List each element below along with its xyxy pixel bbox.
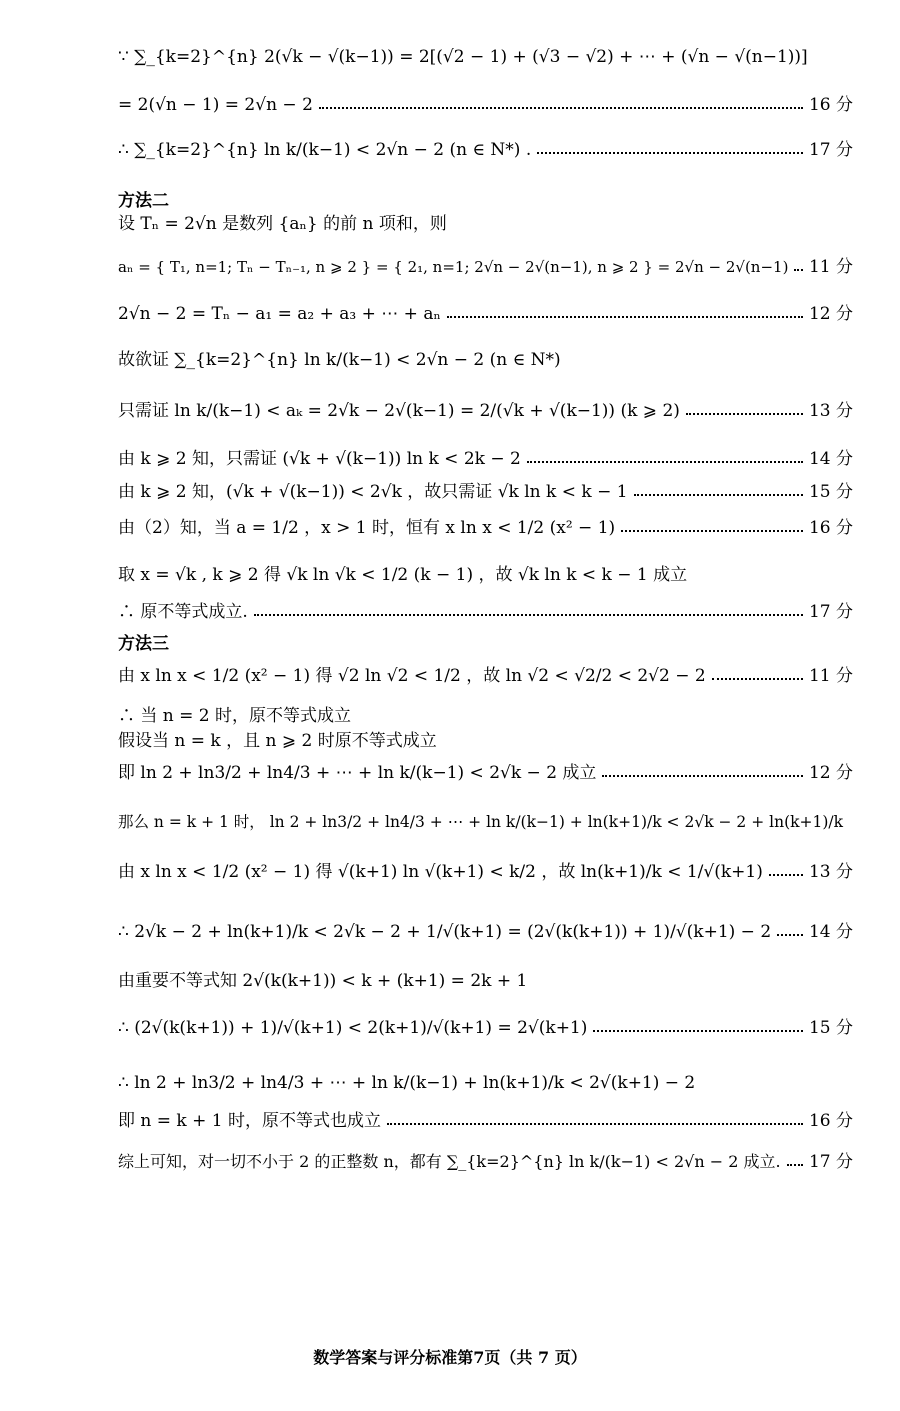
proof-line (118, 299, 853, 329)
math-expression: 由（2）知，当 a = 1/2 ，x > 1 时，恒有 x ln x < 1/2 (x² − 1) (118, 517, 616, 538)
section-heading: 方法二 (118, 191, 169, 211)
proof-line (118, 42, 853, 72)
proof-line (118, 808, 853, 838)
score-label: 13 分 (808, 400, 853, 421)
dot-leader (602, 775, 803, 777)
math-expression: 由 k ⩾ 2 知，只需证 (√k + √(k−1)) ln k < 2k − 2 (118, 448, 521, 469)
proof-line (118, 661, 853, 691)
score-label: 15 分 (808, 481, 853, 502)
dot-leader (527, 461, 803, 463)
math-expression: 只需证 ln k/(k−1) < aₖ = 2√k − 2√(k−1) = 2/(√k + √(k−1)) (k ⩾ 2) (118, 400, 680, 421)
math-expression: ∴ (2√(k(k+1)) + 1)/√(k+1) < 2(k+1)/√(k+1) = 2√(k+1) (118, 1017, 588, 1038)
math-expression: 由 k ⩾ 2 知，(√k + √(k−1)) < 2√k ，故只需证 √k ln k < k − 1 (118, 481, 628, 502)
score-label: 11 分 (808, 256, 853, 277)
dot-leader (769, 874, 803, 876)
proof-line (118, 1068, 853, 1098)
proof-line (118, 396, 853, 426)
score-label: 15 分 (808, 1017, 853, 1038)
proof-line (118, 560, 853, 590)
section-heading: 方法三 (118, 634, 169, 654)
dot-leader (686, 413, 803, 415)
proof-line (118, 726, 853, 756)
math-expression: 设 Tₙ = 2√n 是数列 {aₙ} 的前 n 项和，则 (118, 213, 447, 234)
math-expression: 假设当 n = k ，且 n ⩾ 2 时原不等式成立 (118, 730, 437, 751)
score-label: 17 分 (808, 1151, 853, 1172)
math-expression: 由 x ln x < 1/2 (x² − 1) 得 √2 ln √2 < 1/2 ，故 ln √2 < √2/2 < 2√2 − 2 (118, 665, 706, 686)
proof-line (118, 857, 853, 887)
proof-line (118, 1013, 853, 1043)
math-expression: ∴ ln 2 + ln3/2 + ln4/3 + ⋯ + ln k/(k−1) + ln(k+1)/k < 2√(k+1) − 2 (118, 1072, 696, 1093)
proof-line (118, 90, 853, 120)
dot-leader (447, 316, 803, 318)
proof-line (118, 1147, 853, 1177)
math-expression: 即 n = k + 1 时，原不等式也成立 (118, 1110, 381, 1131)
dot-leader (787, 1164, 803, 1166)
dot-leader (537, 152, 803, 154)
score-label: 12 分 (808, 762, 853, 783)
math-expression: 取 x = √k , k ⩾ 2 得 √k ln √k < 1/2 (k − 1) ，故 √k ln k < k − 1 成立 (118, 564, 688, 585)
dot-leader (593, 1030, 803, 1032)
math-expression: ∴ 当 n = 2 时，原不等式成立 (118, 705, 352, 726)
score-label: 16 分 (808, 517, 853, 538)
score-label: 14 分 (808, 921, 853, 942)
proof-line (118, 252, 853, 282)
dot-leader (794, 269, 803, 271)
proof-line (118, 966, 853, 996)
math-expression: ∴ ∑_{k=2}^{n} ln k/(k−1) < 2√n − 2 (n ∈ N*) . (118, 139, 532, 160)
dot-leader (319, 107, 803, 109)
score-label: 11 分 (808, 665, 853, 686)
proof-line (118, 1106, 853, 1136)
math-expression: 由 x ln x < 1/2 (x² − 1) 得 √(k+1) ln √(k+1) < k/2 ，故 ln(k+1)/k < 1/√(k+1) (118, 861, 763, 882)
dot-leader (634, 494, 803, 496)
math-expression: aₙ = { T₁, n=1; Tₙ − Tₙ₋₁, n ⩾ 2 } = { 2₁, n=1; 2√n − 2√(n−1), n ⩾ 2 } = 2√n − 2√(n−1) (118, 257, 789, 276)
proof-line (118, 345, 853, 375)
dot-leader (254, 614, 803, 616)
math-expression: ∵ ∑_{k=2}^{n} 2(√k − √(k−1)) = 2[(√2 − 1) + (√3 − √2) + ⋯ + (√n − √(n−1))] (118, 46, 808, 67)
proof-line (118, 209, 853, 239)
math-expression: 故欲证 ∑_{k=2}^{n} ln k/(k−1) < 2√n − 2 (n ∈ N*) (118, 349, 561, 370)
proof-line (118, 597, 853, 627)
score-label: 17 分 (808, 139, 853, 160)
math-expression: 那么 n = k + 1 时， ln 2 + ln3/2 + ln4/3 + ⋯ + ln k/(k−1) + ln(k+1)/k < 2√k − 2 + ln(k+1)/k (118, 813, 844, 832)
dot-leader (621, 530, 803, 532)
proof-line (118, 444, 853, 474)
math-expression: ∴ 原不等式成立. (118, 601, 248, 622)
score-label: 16 分 (808, 94, 853, 115)
page-footer: 数学答案与评分标准第7页（共 7 页） (313, 1348, 587, 1367)
proof-line (118, 758, 853, 788)
math-expression: 综上可知，对一切不小于 2 的正整数 n，都有 ∑_{k=2}^{n} ln k/(k−1) < 2√n − 2 成立. (118, 1152, 781, 1171)
math-expression: 即 ln 2 + ln3/2 + ln4/3 + ⋯ + ln k/(k−1) < 2√k − 2 成立 (118, 762, 597, 783)
score-label: 13 分 (808, 861, 853, 882)
proof-line (118, 477, 853, 507)
math-expression: ∴ 2√k − 2 + ln(k+1)/k < 2√k − 2 + 1/√(k+1) = (2√(k(k+1)) + 1)/√(k+1) − 2 (118, 921, 772, 942)
dot-leader (712, 678, 803, 680)
math-expression: 由重要不等式知 2√(k(k+1)) < k + (k+1) = 2k + 1 (118, 970, 528, 991)
proof-line (118, 513, 853, 543)
score-label: 12 分 (808, 303, 853, 324)
score-label: 17 分 (808, 601, 853, 622)
proof-line (118, 135, 853, 165)
score-label: 14 分 (808, 448, 853, 469)
math-expression: = 2(√n − 1) = 2√n − 2 (118, 94, 313, 115)
dot-leader (777, 934, 803, 936)
dot-leader (387, 1123, 803, 1125)
score-label: 16 分 (808, 1110, 853, 1131)
math-expression: 2√n − 2 = Tₙ − a₁ = a₂ + a₃ + ⋯ + aₙ (118, 303, 441, 324)
proof-line (118, 917, 853, 947)
